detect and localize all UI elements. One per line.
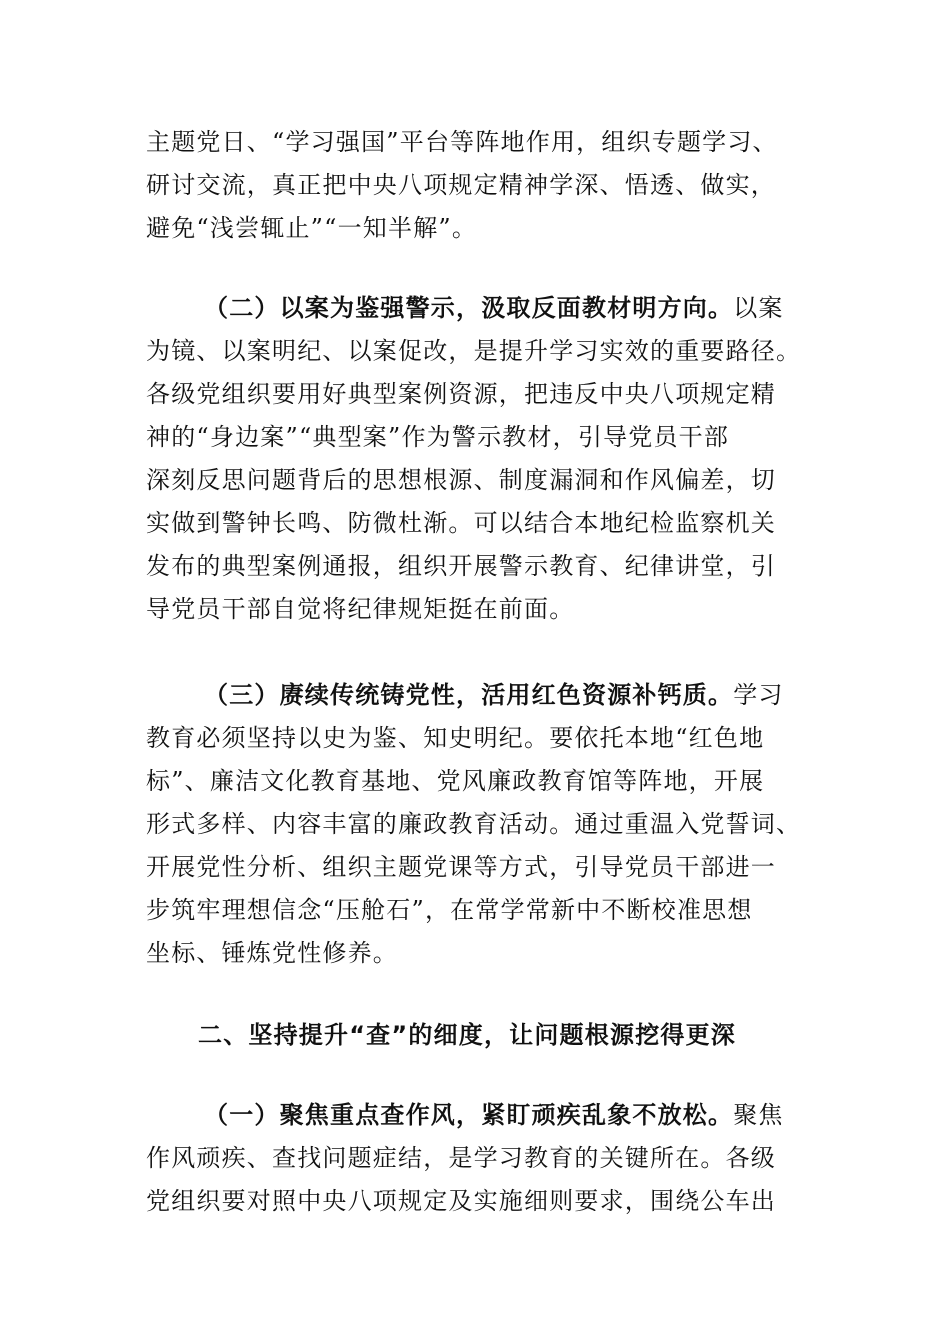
section-line [204,678,864,712]
line-text: 形式多样、内容丰富的廉政教育活动。通过重温入党誓词、 [146,810,802,838]
line-text: 坐标、锤炼党性修养。 [146,939,398,967]
body-line [146,211,806,245]
line-text: 主题党日、“学习强国”平台等阵地作用，组织专题学习、 [146,128,778,156]
section-heading: （二）以案为鉴强警示，汲取反面教材明方向。 [204,294,734,322]
line-text: 开展党性分析、组织主题党课等方式，引导党员干部进一 [146,853,776,881]
line-text: 以案 [733,294,784,322]
body-line [146,592,806,626]
body-line [146,893,806,927]
line-text: 教育必须坚持以史为鉴、知史明纪。要依托本地“红色地 [146,724,765,752]
line-text: 作风顽疾、查找问题症结，是学习教育的关键所在。各级 [146,1144,776,1172]
body-line [146,125,806,159]
section-line [204,1098,864,1132]
line-text: 为镜、以案明纪、以案促改，是提升学习实效的重要路径。 [146,337,802,365]
line-text: 步筑牢理想信念“压舱石”，在常学常新中不断校准思想 [146,896,753,924]
line-text: 导党员干部自觉将纪律规矩挺在前面。 [146,595,575,623]
body-line [146,506,806,540]
line-text: 实做到警钟长鸣、防微杜渐。可以结合本地纪检监察机关 [146,509,776,537]
line-text: 发布的典型案例通报，组织开展警示教育、纪律讲堂，引 [146,552,776,580]
body-line [146,764,806,798]
body-line [146,549,806,583]
body-line [146,807,806,841]
body-line [146,1184,806,1218]
line-text: 神的“身边案”“典型案”作为警示教材，引导党员干部 [146,423,730,451]
body-line [146,721,806,755]
body-line [146,1141,806,1175]
line-text: 各级党组织要用好典型案例资源，把违反中央八项规定精 [146,380,776,408]
body-line [146,850,806,884]
section-heading: （三）赓续传统铸党性，活用红色资源补钙质。 [204,681,734,709]
body-line [146,936,806,970]
line-text: 避免“浅尝辄止”“一知半解”。 [146,214,478,242]
line-text: 学习 [733,681,784,709]
section-line [204,291,864,325]
body-line [146,168,806,202]
line-text: 深刻反思问题背后的思想根源、制度漏洞和作风偏差，切 [146,466,776,494]
line-text: 党组织要对照中央八项规定及实施细则要求，围绕公车出 [146,1187,776,1215]
line-text: 聚焦 [733,1101,784,1129]
line-text: 标”、廉洁文化教育基地、党风廉政教育馆等阵地，开展 [146,767,765,795]
body-line [146,463,806,497]
chapter-heading: 二、坚持提升“查”的细度，让问题根源挖得更深 [198,1021,736,1049]
body-line [146,377,806,411]
chapter-heading-line [198,1018,858,1052]
section-heading: （一）聚焦重点查作风，紧盯顽疾乱象不放松。 [204,1101,734,1129]
body-line [146,334,806,368]
body-line [146,420,806,454]
line-text: 研讨交流，真正把中央八项规定精神学深、悟透、做实， [146,171,776,199]
